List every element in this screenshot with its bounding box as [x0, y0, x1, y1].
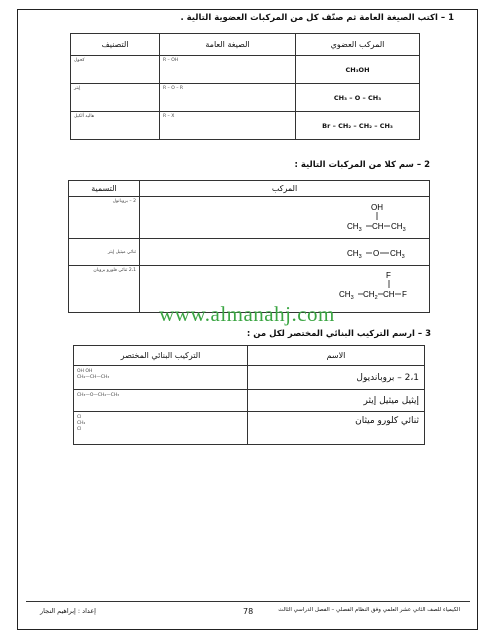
ch3-label: $CH_3$: [390, 249, 405, 260]
ch3-label: $CH_3$: [391, 221, 406, 233]
classification-cell[interactable]: هاليد ألكيل: [71, 112, 160, 140]
structure-answer-cell[interactable]: [74, 390, 248, 412]
header-name: الاسم: [248, 346, 425, 366]
general-formula-cell[interactable]: R – X: [160, 112, 296, 140]
ch3-label: $CH_3$: [339, 290, 354, 301]
header-compound: المركب: [140, 181, 430, 197]
structure-answer-cell[interactable]: [74, 366, 248, 390]
watermark: www.almanahj.com: [159, 302, 335, 326]
page-number: 78: [243, 607, 254, 616]
general-formula-cell[interactable]: R – O – R: [160, 84, 296, 112]
ch3-label: $CH_3$: [347, 221, 362, 233]
classification-cell[interactable]: كحول: [71, 56, 160, 84]
question-2-title: 2 – سم كلا من المركبات التالية :: [294, 160, 430, 170]
footer-divider: [26, 601, 470, 602]
header-name: التسمية: [69, 181, 140, 197]
structure-bottom: CH₂—CH—CH₃: [77, 375, 110, 380]
compound-cell: CH₃ – O – CH₃: [296, 84, 420, 112]
question-3-title: 3 – ارسم التركيب البنائي المختصر لكل من :: [246, 329, 431, 339]
ch-label: CH: [383, 290, 395, 299]
name-cell[interactable]: 2،1 ثنائي فلورو بروبان: [69, 266, 140, 313]
header-general-formula: الصيغة العامة: [160, 34, 296, 56]
structure-mid: CH₂: [77, 421, 86, 426]
structure-cell: [140, 197, 430, 239]
oh-label: OH: [371, 202, 383, 212]
structure-answer-cell[interactable]: [74, 412, 248, 445]
footer-course: الكيمياء للصف الثاني عشر العلمي وفق النظام الفصلي – الفصل الدراسي الثالث: [278, 607, 460, 613]
f-label: F: [386, 271, 391, 280]
structure-bottom: Cl: [77, 427, 82, 432]
structure-top: CH₃—O—CH₂—CH₃: [77, 393, 120, 398]
header-classification: التصنيف: [71, 34, 160, 56]
ch-label: CH: [372, 221, 384, 231]
structure-top: OH OH: [77, 369, 93, 374]
classification-cell[interactable]: إيثر: [71, 84, 160, 112]
header-structure: التركيب البنائي المختصر: [74, 346, 248, 366]
name-cell[interactable]: 2 – بروبانول: [69, 197, 140, 239]
name-cell: 2،1 – بروبانديول: [248, 366, 425, 390]
propanol-structure: [140, 198, 426, 238]
name-cell[interactable]: ثنائي ميثيل إيثر: [69, 239, 140, 266]
ch3-label: $CH_3$: [347, 249, 362, 260]
footer-author: إعداد : إبراهيم النجار: [40, 607, 96, 615]
name-cell: إيثيل ميثيل إيثر: [248, 390, 425, 412]
general-formula-cell[interactable]: R – OH: [160, 56, 296, 84]
o-label: O: [373, 249, 380, 258]
ch2-label: $CH_2$: [363, 290, 378, 301]
f-label: F: [402, 290, 407, 299]
structure-cell: [140, 239, 430, 266]
question-3-table: [73, 345, 425, 445]
compound-cell: Br – CH₂ – CH₂ – CH₃: [296, 112, 420, 140]
question-2-table: [68, 180, 430, 313]
header-compound: المركب العضوي: [296, 34, 420, 56]
compound-cell: CH₃OH: [296, 56, 420, 84]
dimethyl-ether-structure: [140, 240, 426, 264]
structure-top: Cl: [77, 415, 82, 420]
question-1-title: 1 – اكتب الصيغة العامة ثم صنّف كل من المركبات العضوية التالية .: [180, 13, 454, 23]
name-cell: ثنائي كلورو ميثان: [248, 412, 425, 445]
question-1-table: [70, 33, 420, 140]
